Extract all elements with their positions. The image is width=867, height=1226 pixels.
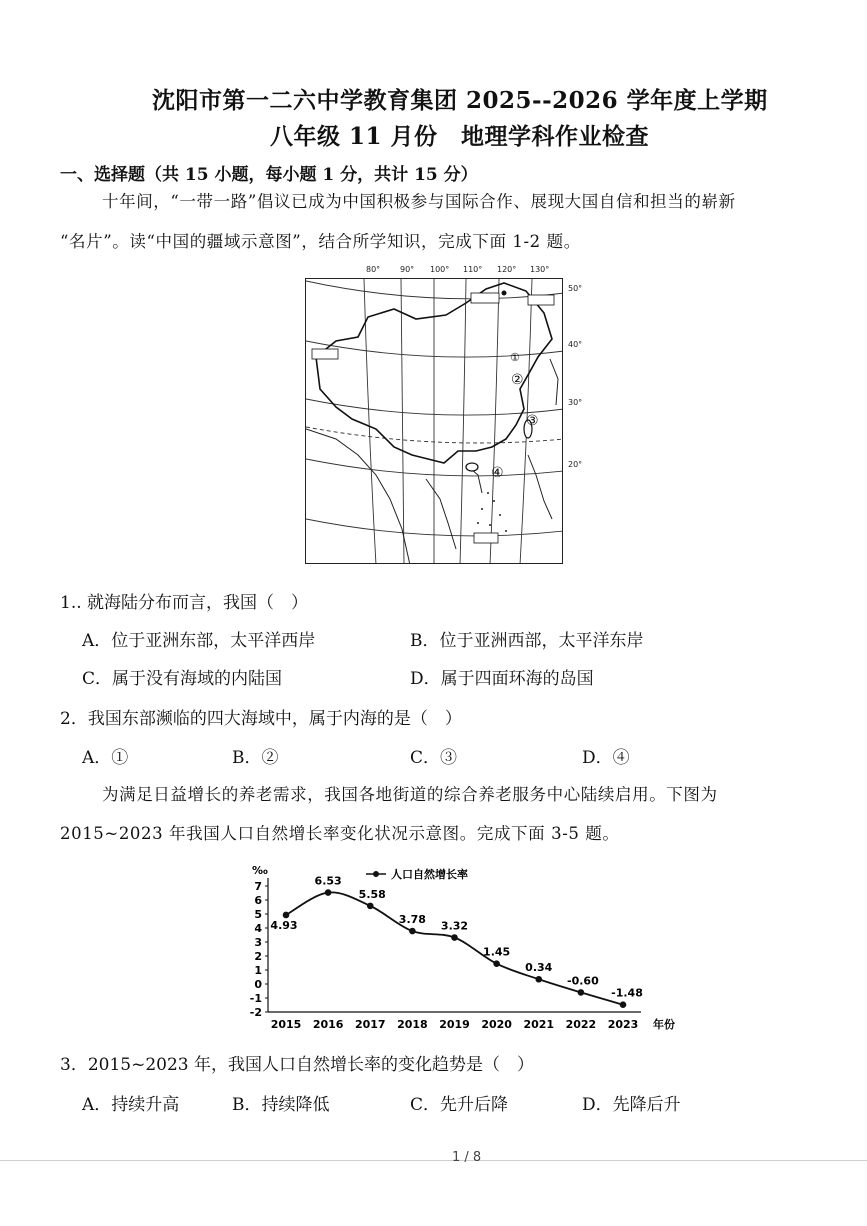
map-place-label — [474, 533, 498, 543]
sea-marker-1: ① — [510, 351, 520, 364]
intro-paragraph-line1: 十年间，“一带一路”倡议已成为中国积极参与国际合作、展现大国自信和担当的崭新 — [102, 192, 736, 211]
chart-svg — [248, 858, 688, 1036]
question-2-option-d[interactable]: D．④ — [582, 748, 630, 768]
chart-data-point — [367, 903, 374, 910]
chart-y-tick-label: 4 — [254, 922, 262, 935]
question-3-option-b[interactable]: B．持续降低 — [232, 1095, 330, 1115]
exam-title: 沈阳市第一二六中学教育集团 2025--2026 学年度上学期 — [152, 87, 768, 114]
chart-data-label: 6.53 — [314, 874, 342, 888]
map-graphic — [306, 279, 563, 564]
chart-data-point — [409, 928, 416, 935]
chart-data-point — [578, 989, 585, 996]
chart-data-label: 3.78 — [398, 913, 426, 927]
intro-paragraph-2-line2: 2015~2023 年我国人口自然增长率变化状况示意图。完成下面 3-5 题。 — [60, 824, 620, 843]
chart-data-point — [493, 960, 500, 967]
map-lon-tick: 120° — [497, 265, 517, 274]
question-2-stem: 2．我国东部濒临的四大海域中，属于内海的是（ ） — [60, 709, 462, 729]
chart-data-label: -1.48 — [611, 986, 643, 1000]
chart-y-tick-label: -2 — [249, 1006, 262, 1019]
chart-y-tick-label: -1 — [249, 992, 262, 1005]
chart-data-point — [325, 889, 332, 896]
chart-x-axis-label: 年份 — [653, 1018, 675, 1031]
question-3-option-c[interactable]: C．先升后降 — [410, 1095, 509, 1115]
chart-data-point — [535, 976, 542, 983]
map-meridian — [460, 279, 466, 564]
chart-data-point — [451, 934, 458, 941]
chart-x-tick-label: 2018 — [397, 1018, 428, 1031]
section-heading: 一、选择题（共 15 小题，每小题 1 分，共计 15 分） — [60, 165, 478, 185]
map-lon-tick: 100° — [430, 265, 450, 274]
map-place-label — [471, 293, 499, 303]
intro-paragraph-line2: “名片”。读“中国的疆域示意图”，结合所学知识，完成下面 1-2 题。 — [60, 232, 581, 251]
population-growth-chart — [248, 858, 688, 1036]
chart-x-tick-label: 2017 — [354, 1018, 386, 1031]
coastline — [306, 429, 410, 564]
chart-x-tick-label: 2022 — [565, 1018, 597, 1031]
coastline — [528, 455, 552, 519]
map-lat-tick: 20° — [568, 460, 583, 469]
map-place-label — [528, 295, 554, 305]
china-territory-map — [305, 278, 563, 564]
chart-x-tick-label: 2020 — [481, 1018, 512, 1031]
map-parallel — [306, 341, 563, 357]
map-meridian — [490, 279, 499, 564]
chart-data-label: 4.93 — [270, 918, 298, 932]
map-lon-tick: 80° — [366, 265, 381, 274]
chart-x-tick-label: 2023 — [607, 1018, 639, 1031]
chart-data-point — [283, 912, 290, 919]
map-place-label — [312, 349, 338, 359]
page-divider — [0, 1160, 867, 1161]
map-lon-tick: 130° — [530, 265, 550, 274]
question-3-stem: 3．2015~2023 年，我国人口自然增长率的变化趋势是（ ） — [60, 1055, 534, 1075]
sea-marker-3: ③ — [526, 413, 539, 429]
chart-series-line — [286, 892, 623, 1004]
chart-y-tick-label: 0 — [254, 978, 262, 991]
chart-data-label: 5.58 — [358, 887, 386, 901]
chart-y-tick-label: 6 — [254, 894, 262, 907]
question-2-option-c[interactable]: C．③ — [410, 748, 458, 768]
chart-x-tick-label: 2021 — [523, 1018, 555, 1031]
map-lon-tick: 110° — [463, 265, 483, 274]
map-lon-tick: 90° — [400, 265, 415, 274]
chart-y-tick-label: 5 — [254, 908, 262, 921]
map-point-marker — [502, 291, 507, 296]
chart-legend-label: 人口自然增长率 — [391, 868, 468, 881]
chart-y-tick-label: 2 — [254, 950, 262, 963]
question-3-option-d[interactable]: D．先降后升 — [582, 1095, 681, 1115]
chart-data-label: 3.32 — [440, 919, 469, 933]
intro-paragraph-2-line1: 为满足日益增长的养老需求，我国各地街道的综合养老服务中心陆续启用。下图为 — [102, 785, 718, 804]
question-1-option-b[interactable]: B．位于亚洲西部，太平洋东岸 — [410, 631, 644, 651]
page-number: 1 / 8 — [452, 1150, 482, 1165]
sea-marker-2: ② — [511, 372, 524, 388]
chart-data-label: 0.34 — [525, 961, 553, 975]
chart-y-unit: ‰ — [252, 864, 268, 877]
chart-x-tick-label: 2019 — [439, 1018, 470, 1031]
map-lat-tick: 50° — [568, 284, 583, 293]
exam-subtitle: 八年级 11 月份 地理学科作业检查 — [270, 123, 650, 150]
question-2-option-a[interactable]: A．① — [82, 748, 129, 768]
chart-x-tick-label: 2016 — [312, 1018, 344, 1031]
question-1-stem: 1.. 就海陆分布而言，我国（ ） — [60, 593, 309, 613]
map-lat-tick: 40° — [568, 340, 583, 349]
chart-legend-marker — [373, 871, 379, 877]
map-lat-tick: 30° — [568, 398, 583, 407]
chart-y-tick-label: 7 — [254, 880, 262, 893]
question-1-option-a[interactable]: A．位于亚洲东部，太平洋西岸 — [82, 631, 316, 651]
question-2-option-b[interactable]: B．② — [232, 748, 279, 768]
question-1-option-d[interactable]: D．属于四面环海的岛国 — [410, 669, 594, 689]
chart-data-point — [620, 1001, 627, 1008]
chart-y-tick-label: 1 — [254, 964, 262, 977]
chart-data-label: -0.60 — [567, 974, 599, 988]
map-meridian — [401, 279, 404, 564]
map-parallel — [306, 519, 563, 536]
question-1-option-c[interactable]: C．属于没有海域的内陆国 — [82, 669, 283, 689]
chart-data-label: 1.45 — [483, 945, 511, 959]
coastline — [426, 479, 456, 549]
hainan-island — [466, 463, 478, 471]
chart-x-tick-label: 2015 — [270, 1018, 302, 1031]
chart-y-tick-label: 3 — [254, 936, 262, 949]
coastline — [550, 359, 558, 405]
sea-marker-4: ④ — [491, 465, 504, 481]
question-3-option-a[interactable]: A．持续升高 — [82, 1095, 180, 1115]
